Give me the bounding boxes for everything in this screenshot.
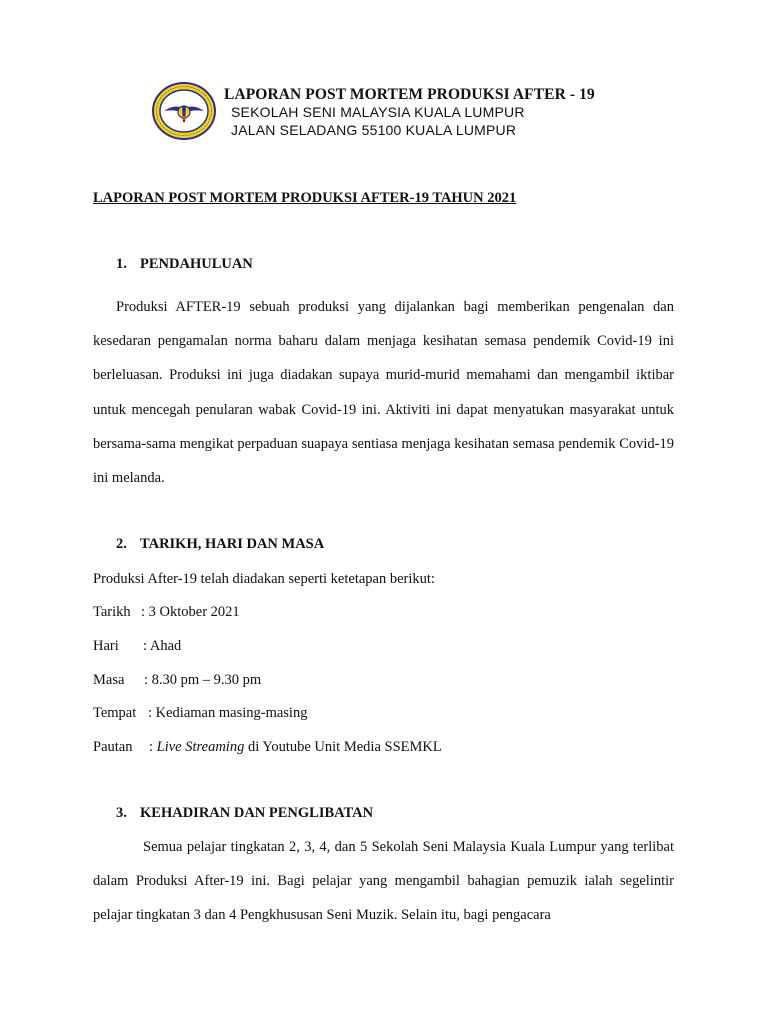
section-title: TARIKH, HARI DAN MASA	[140, 536, 325, 552]
schedule-label: Tarikh	[93, 604, 131, 620]
document-title: LAPORAN POST MORTEM PRODUKSI AFTER-19 TAHUN 2021	[93, 190, 517, 206]
letterhead-school-name: SEKOLAH SENI MALAYSIA KUALA LUMPUR	[231, 104, 525, 120]
schedule-label: Masa	[93, 672, 125, 688]
schedule-label: Pautan	[93, 739, 133, 755]
section-paragraph-pendahuluan: Produksi AFTER-19 sebuah produksi yang dijalankan bagi memberikan pengenalan dan kesedaran pengamalan norma baharu dalam menjaga kesihatan semasa pendemik Covid-19 ini berleluasan. Produksi ini juga diadakan supaya murid-murid memahami dan mengambil iktibar untuk mencegah penularan wabak Covid-19 ini. Aktiviti ini dapat menyatukan masyarakat untuk bersama-sama mengikat perpaduan suapaya sentiasa menjaga kesihatan semasa pendemik Covid-19 ini melanda.	[93, 299, 674, 487]
schedule-value-prefix: :	[149, 739, 157, 755]
school-logo-icon	[152, 82, 216, 140]
schedule-label: Tempat	[93, 705, 137, 721]
section-number: 2.	[116, 536, 127, 552]
schedule-intro: Produksi After-19 telah diadakan seperti ketetapan berikut:	[93, 571, 435, 587]
schedule-value-italic: Live Streaming	[156, 739, 245, 755]
section-number: 1.	[116, 256, 127, 272]
schedule-row-masa	[93, 672, 261, 689]
section-number: 3.	[116, 805, 127, 821]
schedule-value: : 8.30 pm – 9.30 pm	[144, 672, 262, 688]
section-heading-kehadiran	[116, 805, 373, 822]
schedule-row-pautan	[93, 739, 442, 756]
schedule-row-hari	[93, 638, 181, 655]
section-paragraph-kehadiran: Semua pelajar tingkatan 2, 3, 4, dan 5 Sekolah Seni Malaysia Kuala Lumpur yang terlibat dalam Produksi After-19 ini. Bagi pelajar yang mengambil bahagian pemuzik ialah segelintir pelajar tingkatan 3 dan 4 Pengkhususan Seni Muzik. Selain itu, bagi pengacara	[93, 839, 674, 924]
section-title: KEHADIRAN DAN PENGLIBATAN	[140, 805, 374, 821]
schedule-value: : Ahad	[143, 638, 182, 654]
schedule-label: Hari	[93, 638, 119, 654]
letterhead-address: JALAN SELADANG 55100 KUALA LUMPUR	[231, 122, 517, 138]
schedule-value: : 3 Oktober 2021	[141, 604, 240, 620]
section-heading-pendahuluan	[116, 256, 253, 273]
schedule-row-tempat	[93, 705, 307, 722]
schedule-row-tarikh	[93, 604, 240, 621]
section-heading-tarikh	[116, 536, 324, 553]
section-title: PENDAHULUAN	[140, 256, 253, 272]
schedule-value-rest: di Youtube Unit Media SSEMKL	[244, 739, 442, 755]
letterhead-title: LAPORAN POST MORTEM PRODUKSI AFTER - 19	[224, 86, 595, 103]
schedule-value: : Kediaman masing-masing	[148, 705, 308, 721]
